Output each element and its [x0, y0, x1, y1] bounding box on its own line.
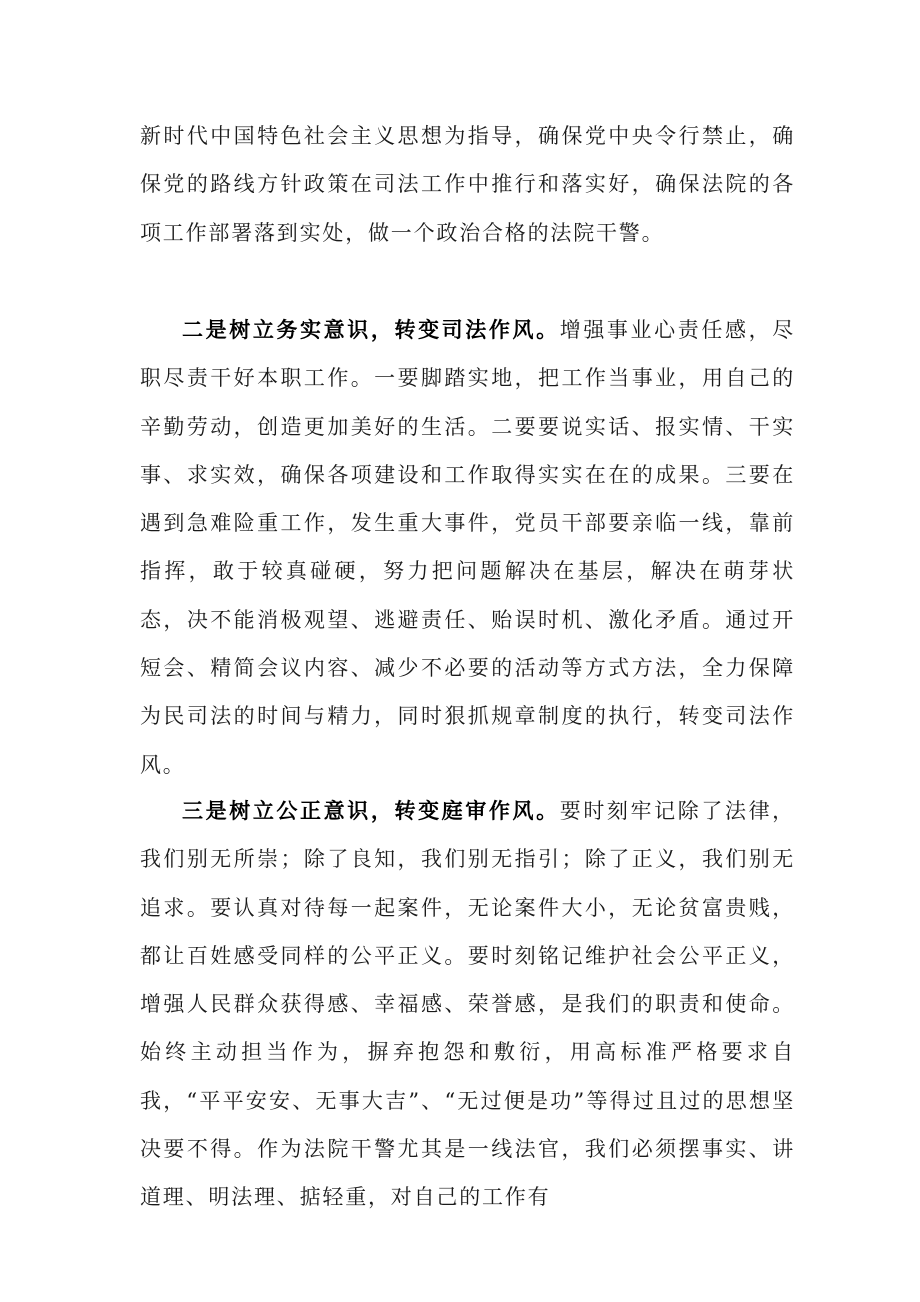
paragraph-2-text: 增强事业心责任感，尽职尽责干好本职工作。一要脚踏实地，把工作当事业，用自己的辛勤劳动，创造更加美好的生活。二要要说实话、报实情、干实事、求实效，确保各项建设和工作取得实实在在的成果。三要在遇到急难险重工作，发生重大事件，党员干部要亲临一线，靠前指挥，敢于较真碰硬，努力把问题解决在基层，解决在萌芽状态，决不能消极观望、逃避责任、贻误时机、激化矛盾。通过开短会、精简会议内容、减少不必要的活动等方式方法，全力保障为民司法的时间与精力，同时狠抓规章制度的执行，转变司法作风。	[140, 318, 795, 777]
paragraph-2-heading: 二是树立务实意识，转变司法作风。	[182, 317, 560, 342]
paragraph-3-text: 要时刻牢记除了法律，我们别无所崇；除了良知，我们别无指引；除了正义，我们别无追求。要认真对待每一起案件，无论案件大小，无论贫富贵贱，都让百姓感受同样的公平正义。要时刻铭记维护社会公平正义，增强人民群众获得感、幸福感、荣誉感，是我们的职责和使命。始终主动担当作为，摒弃抱怨和敷衍，用高标准严格要求自我，“平平安安、无事大吉”、“无过便是功”等得过且过的思想坚决要不得。作为法院干警尤其是一线法官，我们必须摆事实、讲道理、明法理、掂轻重，对自己的工作有	[140, 799, 795, 1210]
paragraph-3-heading: 三是树立公正意识，转变庭审作风。	[182, 798, 560, 823]
paragraph-1	[140, 112, 795, 257]
paragraph-3	[140, 787, 795, 1222]
paragraph-1-text: 新时代中国特色社会主义思想为指导，确保党中央令行禁止，确保党的路线方针政策在司法工作中推行和落实好，确保法院的各项工作部署落到实处，做一个政治合格的法院干警。	[140, 124, 795, 245]
paragraph-2	[140, 306, 795, 789]
